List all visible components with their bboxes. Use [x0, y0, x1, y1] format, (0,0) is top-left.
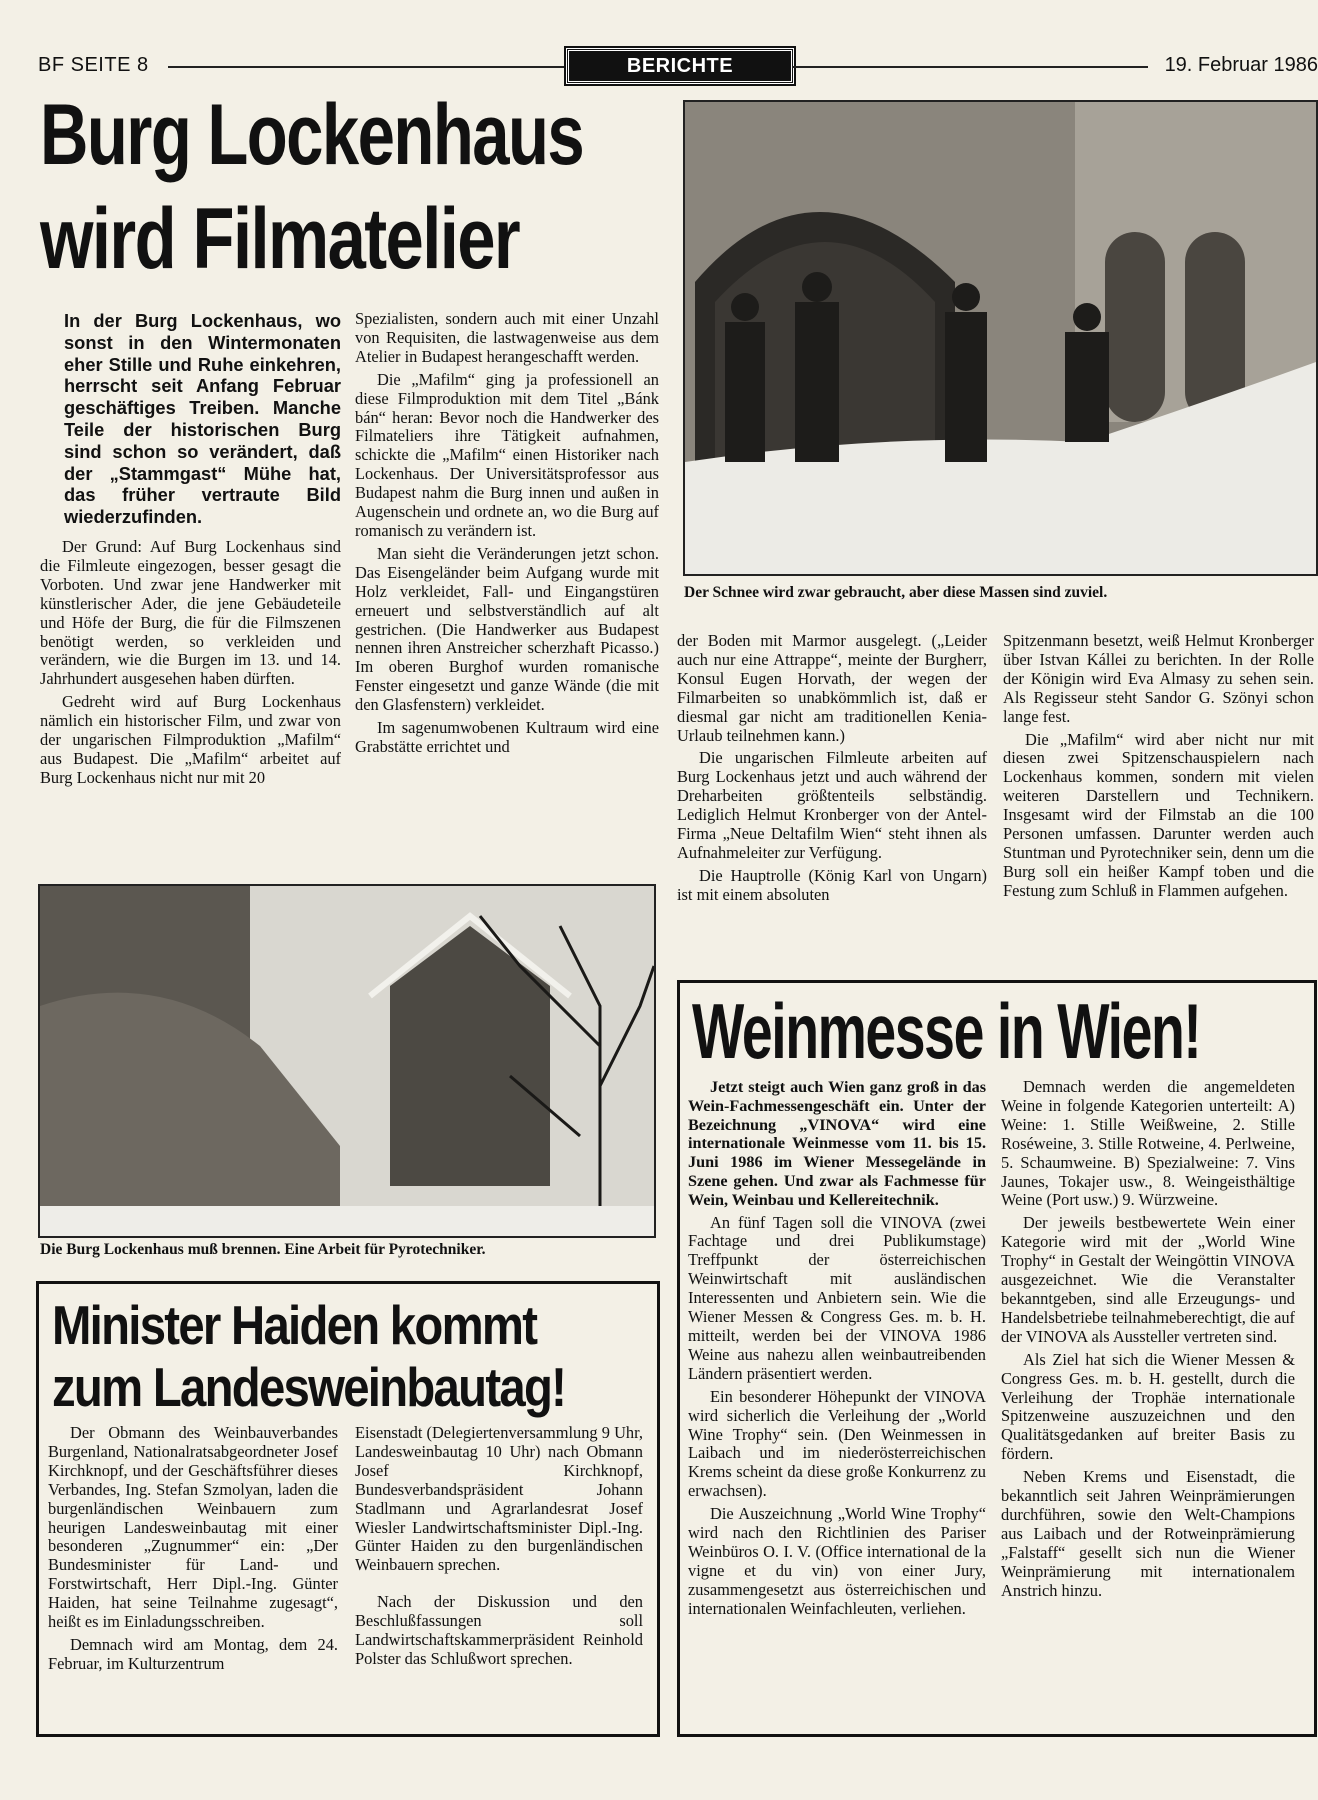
article2-headline-line2: zum Landesweinbautag! [52, 1356, 566, 1418]
article2-paragraph: Der Obmann des Weinbauverbandes Burgenland, Nationalratsabgeordneter Josef Kirchknopf, und der Geschäftsführer dieses Verbandes, Ing. Stefan Szmolyan, laden die burgenländischen Weinbauern zum heurigen Landesweinbautag mit einer besonderen „Zugnummer“ ein: „Der Bundesminister für Land- und Forstwirtschaft, Herr Dipl.-Ing. Günter Haiden, hat seine Teilnahme zugesagt“, heißt es im Einladungsschreiben. [48, 1423, 338, 1632]
article2-paragraph: Nach der Diskussion und den Beschlußfassungen soll Landwirtschaftskammerpräsident Reinhold Polster das Schlußwort sprechen. [355, 1592, 643, 1668]
castle-winter-photo [38, 884, 656, 1238]
article2-col1 [48, 1424, 338, 1678]
article1-lead: In der Burg Lockenhaus, wo sonst in den Wintermonaten eher Stille und Ruhe einkehren, herrscht seit Anfang Februar geschäftiges Treiben. Manche Teile der historischen Burg sind schon so verändert, daß der „Stammgast“ Mühe hat, das früher vertraute Bild wiederzufinden. [64, 310, 341, 528]
article3-paragraph: Die Auszeichnung „World Wine Trophy“ wird nach den Richtlinien des Pariser Weinbüros O. I. V. (Office international de la vigne et du vin) von einer Jury, zusammengesetzt aus österreichischen und internationalen Weinfachleuten, verliehen. [688, 1504, 986, 1618]
section-tag: BERICHTE [566, 48, 794, 84]
article1-headline-line2: wird Filmatelier [40, 191, 520, 287]
article1-paragraph: Die „Mafilm“ wird aber nicht nur mit diesen zwei Spitzenschauspielern nach Lockenhaus kommen, sondern mit vielen weiteren Darstellern und Technikern. Insgesamt wird der Filmstab an die 100 Personen umfassen. Darunter werden auch Stuntman und Pyrotechniker sein, denn um die Burg soll ein heißer Kampf toben und die Festung zum Schluß in Flammen aufgehen. [1003, 729, 1314, 900]
article1-paragraph: Man sieht die Veränderungen jetzt schon. Das Eisengeländer beim Aufgang wurde mit Holz verkleidet, Fall- und Eingangstüren erneuert und selbstverständlich auf alt gestrichen. (Die Handwerker aus Budapest nennen ihren Anstreicher scherzhaft Picasso.) Im oberen Burghof wurden romanische Fenster eingesetzt und ganze Wände (die mit den Glasfenstern) verkleidet. [355, 543, 659, 715]
article3-lead: Jetzt steigt auch Wien ganz groß in das Wein-Fachmessengeschäft ein. Unter der Bezeichnung „VINOVA“ wird eine internationale Weinmesse vom 11. bis 15. Juni 1986 im Wiener Messegelände in Szene gehen. Und zwar als Fachmesse für Wein, Weinbau und Kellereitechnik. [688, 1078, 986, 1209]
header-rule-right [792, 66, 1148, 68]
article3-paragraph: An fünf Tagen soll die VINOVA (zwei Fachtage und drei Publikumstage) Treffpunkt der österreichischen Weinwirtschaft mit ausländischen Interessenten und Anbietern sein. Wie die Wiener Messen & Congress Ges. m. b. H. mitteilt, werden bei der VINOVA 1986 Weine aus nahezu allen weinbautreibenden Ländern präsentiert werden. [688, 1212, 986, 1383]
article3-paragraph: Der jeweils bestbewertete Wein einer Kategorie wird mit der „World Wine Trophy“ in Gestalt der Weingöttin VINOVA ausgezeichnet. Wie die Veranstalter bekanntgeben, sind alle Erzeugungs- und Handelsbetriebe teilnahmeberechtigt, die auf der VINOVA als Aussteller vertreten sind. [1001, 1213, 1295, 1346]
article2-paragraph: Demnach wird am Montag, dem 24. Februar, im Kulturzentrum [48, 1634, 338, 1673]
photo-caption-top: Der Schnee wird zwar gebraucht, aber diese Massen sind zuviel. [684, 584, 1108, 601]
snow-workers-photo-art [685, 102, 1316, 574]
header-rule-left [168, 66, 564, 68]
article1-col1 [40, 310, 341, 792]
article1-col4 [1003, 632, 1314, 905]
article1-paragraph: Die „Mafilm“ ging ja professionell an diese Filmproduktion mit dem Titel „Bánk bán“ heran: Bevor noch die Handwerker des Filmateliers ihre Tätigkeit aufnahmen, schickte die „Mafilm“ einen Historiker nach Lockenhaus. Der Universitätsprofessor aus Budapest nahm die Burg innen und außen in Augenschein und ordnete an, wo die Burg auf romanisch zu verändern ist. [355, 369, 659, 540]
article1-paragraph: Die Hauptrolle (König Karl von Ungarn) ist mit einem absoluten [677, 865, 987, 904]
article1-paragraph: Der Grund: Auf Burg Lockenhaus sind die Filmleute eingezogen, besser gesagt die Vorboten. Und zwar jene Handwerker mit künstlerischer Ader, die jene Gebäudeteile und Höfe der Burg, die für die Filmszenen benötigt werden, so verkleiden und verändern, wie die Burgen im 13. und 14. Jahrhundert ausgesehen haben dürften. [40, 536, 341, 689]
article3-paragraph: Neben Krems und Eisenstadt, die bekanntlich seit Jahren Weinprämierungen durchführen, sowie den Welt-Champions aus Laibach und der Rotweinprämierung „Falstaff“ gesellt sich nun die Wiener Weinprämierung mit internationalem Anstrich hinzu. [1001, 1467, 1295, 1600]
issue-date: 19. Februar 1986 [1164, 54, 1318, 76]
snow-workers-photo [683, 100, 1318, 576]
article1-col3 [677, 632, 987, 909]
article2-paragraph: Eisenstadt (Delegiertenversammlung 9 Uhr, Landesweinbautag 10 Uhr) nach Obmann Josef Kirchknopf, Bundesverbandspräsident Johann Stadlmann und Agrarlandesrat Josef Wiesler Landwirtschaftsminister Dipl.-Ing. Günter Haiden zu den burgenländischen Weinbauern sprechen. [355, 1423, 643, 1575]
article1-headline-line1: Burg Lockenhaus [40, 87, 584, 183]
article1-paragraph: Gedreht wird auf Burg Lockenhaus nämlich ein historischer Film, und zwar von der ungarischen Filmproduktion „Mafilm“ aus Budapest. Die „Mafilm“ arbeitet auf Burg Lockenhaus nicht nur mit 20 [40, 692, 341, 787]
article3-paragraph: Ein besonderer Höhepunkt der VINOVA wird sicherlich die Verleihung der „World Wine Trophy“ sein. (Den Weinmessen in Laibach und im niederösterreichischen Krems scheint da diese große Konkurrenz zu erwachsen). [688, 1386, 986, 1501]
article2-headline-line1: Minister Haiden kommt [52, 1294, 537, 1356]
article3-col2 [1001, 1078, 1295, 1604]
photo-caption-bottom: Die Burg Lockenhaus muß brennen. Eine Arbeit für Pyrotechniker. [40, 1241, 486, 1258]
article1-paragraph: Spitzenmann besetzt, weiß Helmut Kronberger über Istvan Kállei zu berichten. In der Rolle der Königin wird Eva Almasy zu sehen sein. Als Regisseur steht Sandor G. Szönyi schon lange fest. [1003, 631, 1314, 726]
article1-paragraph: Spezialisten, sondern auch mit einer Unzahl von Requisiten, die lastwagenweise aus dem Atelier in Budapest herangeschafft werden. [355, 309, 659, 366]
article2-col2 [355, 1424, 643, 1673]
article1-col2 [355, 310, 659, 761]
article1-paragraph: Im sagenumwobenen Kultraum wird eine Grabstätte errichtet und [355, 718, 659, 756]
article1-paragraph: der Boden mit Marmor ausgelegt. („Leider auch nur eine Attrappe“, meinte der Burgherr, Konsul Eugen Horvath, der wegen der Filmarbeiten so unabkömmlich ist, daß er diesmal gar nicht am traditionellen Kenia-Urlaub teilnehmen kann.) [677, 631, 987, 745]
article3-headline: Weinmesse in Wien! [692, 987, 1201, 1075]
castle-winter-photo-art [40, 886, 654, 1236]
article3-col1 [688, 1078, 986, 1623]
page-label: BF SEITE 8 [38, 54, 149, 76]
article3-paragraph: Als Ziel hat sich die Wiener Messen & Congress Ges. m. b. H. gestellt, durch die Verleihung der Trophäe internationale Spitzenweine auszuzeichnen und den Qualitätsgedanken auf breiter Basis zu fördern. [1001, 1349, 1295, 1464]
article1-paragraph: Die ungarischen Filmleute arbeiten auf Burg Lockenhaus jetzt und auch während der Dreharbeiten größtenteils selbständig. Lediglich Helmut Kronberger von der Antel-Firma „Neue Deltafilm Wien“ steht ihnen als Aufnahmeleiter zur Verfügung. [677, 748, 987, 862]
article3-paragraph: Demnach werden die angemeldeten Weine in folgende Kategorien unterteilt: A) Weine: 1. Stille Weißweine, 2. Stille Roséweine, 3. Stille Rotweine, 4. Perlweine, 5. Schaumweine. B) Spezialweine: 7. Vins Jaunes, Tokajer usw., 8. Weingeisthältige Weine (Port usw.) 9. Würzweine. [1001, 1077, 1295, 1210]
